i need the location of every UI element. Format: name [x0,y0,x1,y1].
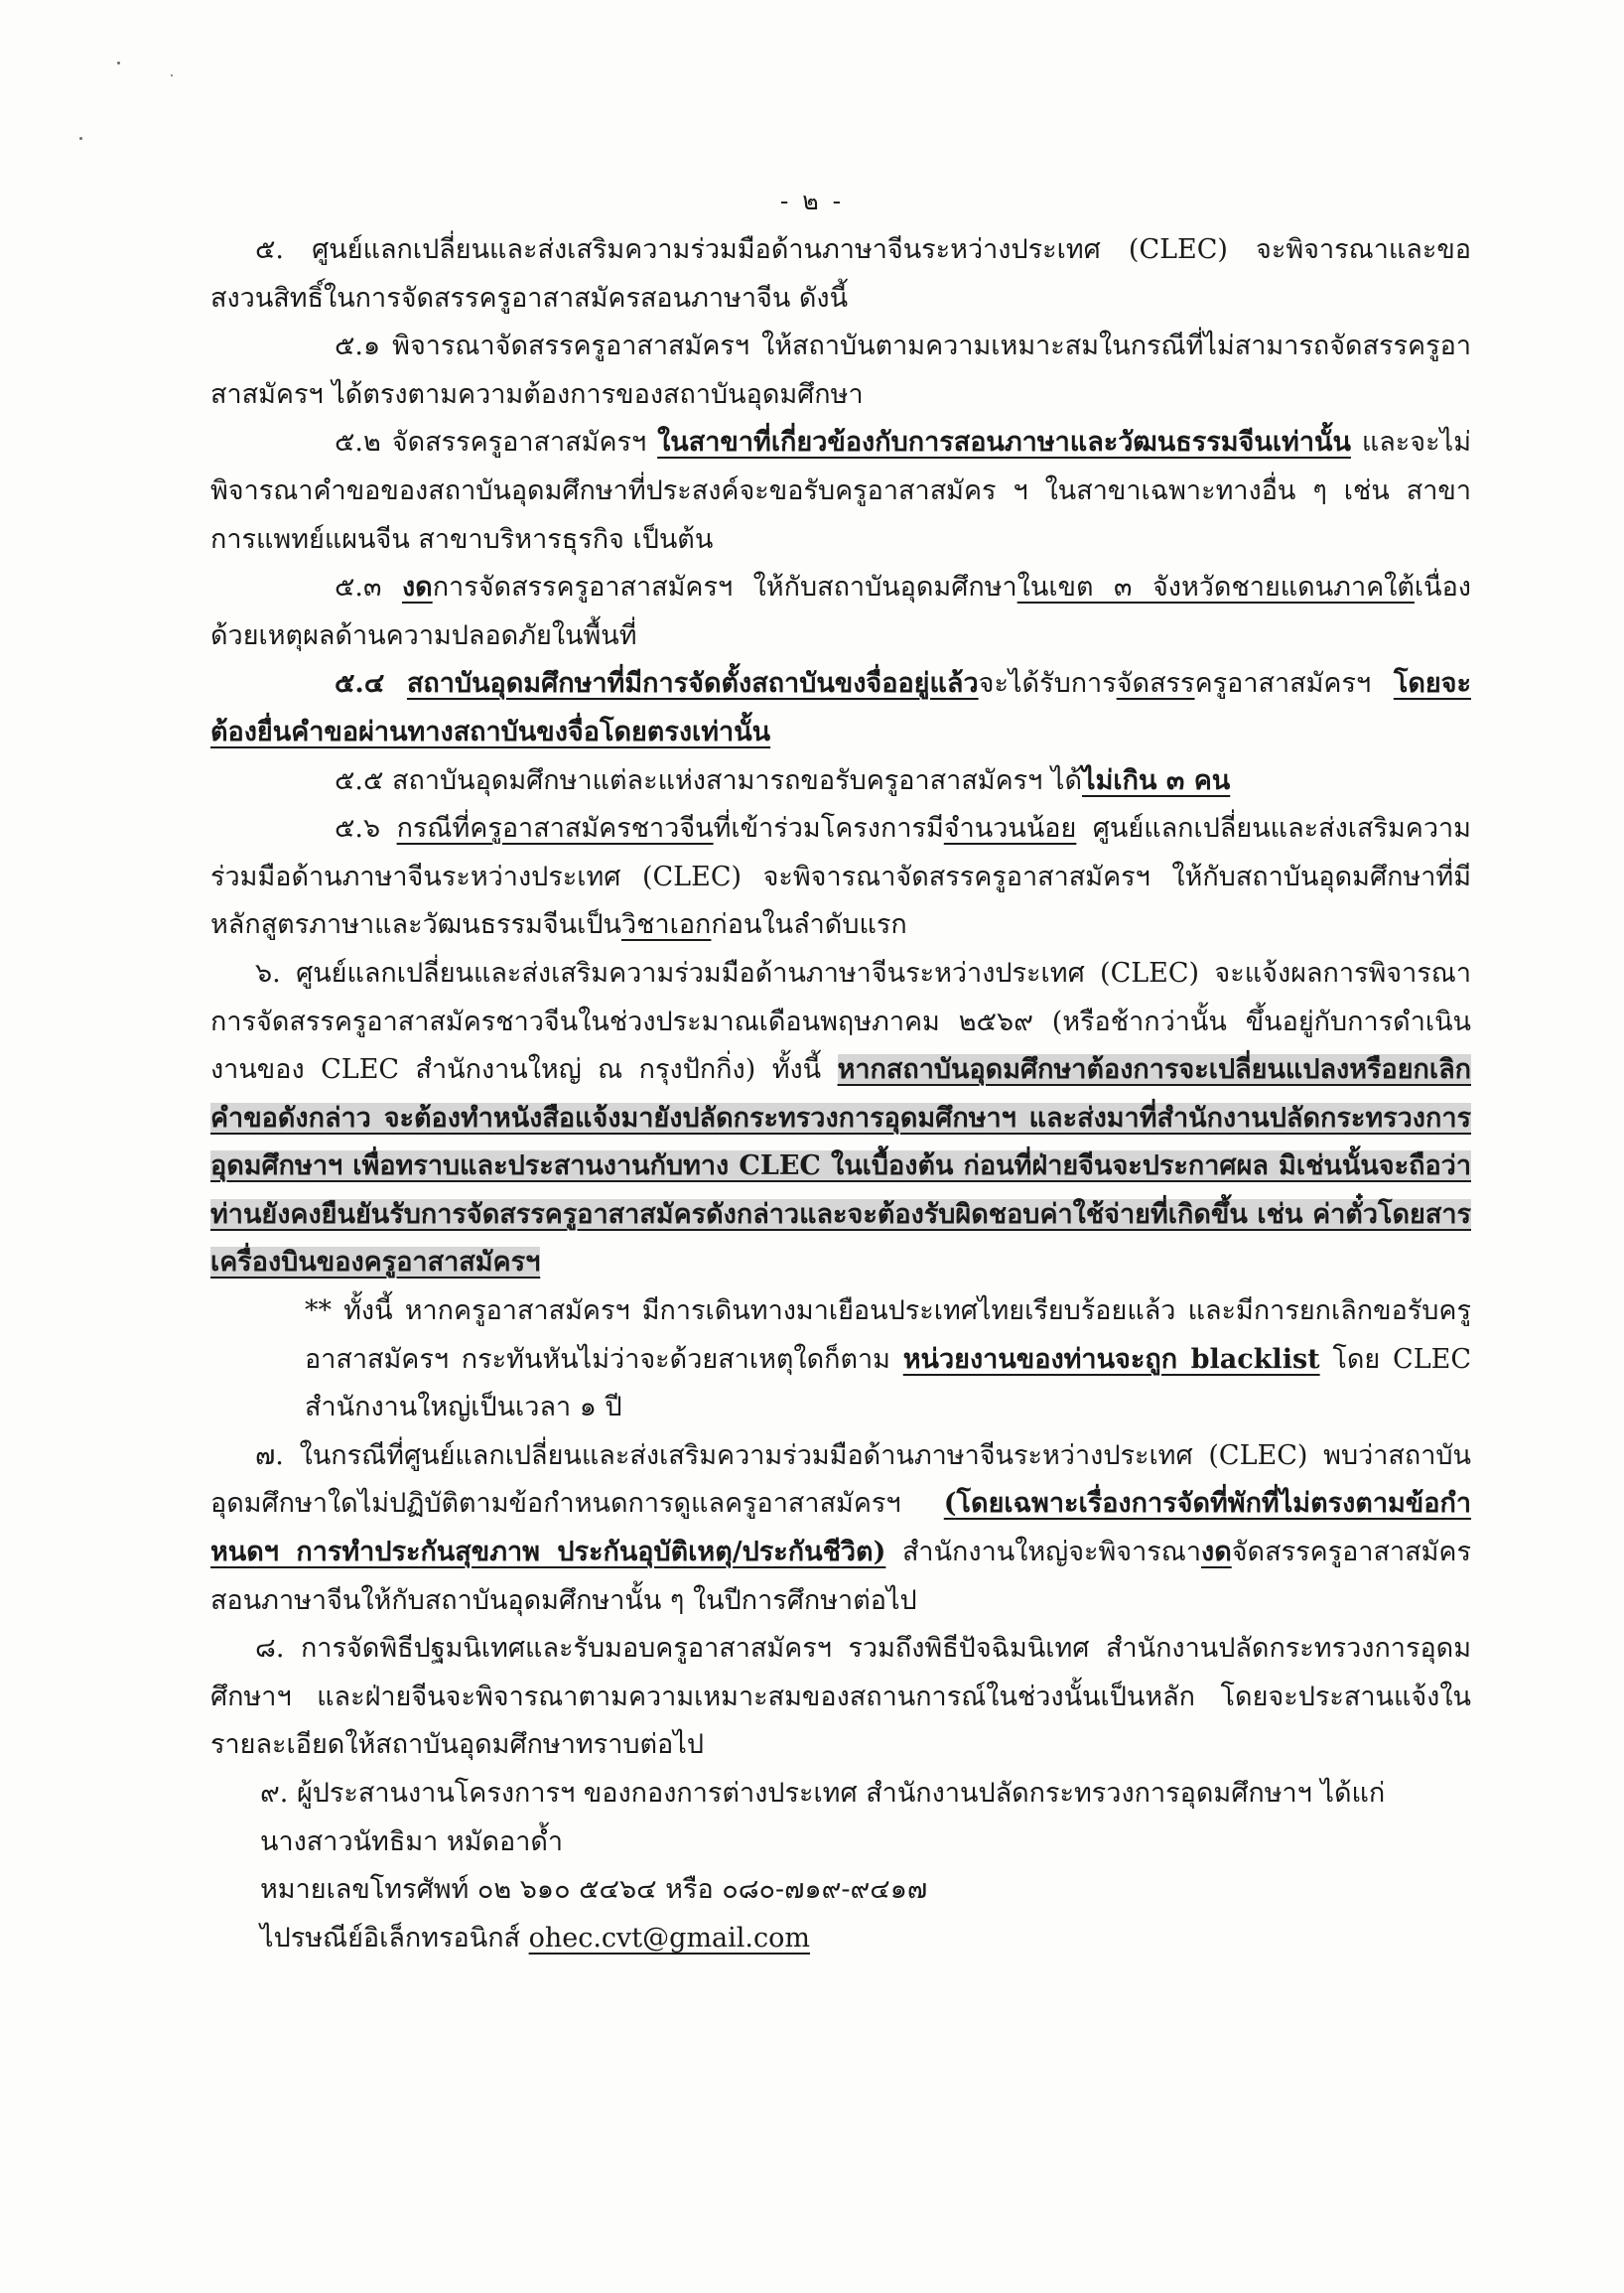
page-number: - ๒ - [779,187,845,215]
section-5-2: ๕.๒ จัดสรรครูอาสาสมัครฯ ในสาขาที่เกี่ยวข้องกับการสอนภาษาและวัฒนธรรมจีนเท่านั้น และจะไม่พิจารณาคำขอของสถาบันอุดมศึกษาที่ประสงค์จะขอรับครูอาสาสมัคร ฯ ในสาขาเฉพาะทางอื่น ๆ เช่น สาขาการแพทย์แผนจีน สาขาบริหารธุรกิจ เป็นต้น [210,427,1472,555]
section-5: ๕. ศูนย์แลกเปลี่ยนและส่งเสริมความร่วมมือด้านภาษาจีนระหว่างประเทศ (CLEC) จะพิจารณาและขอสงวนสิทธิ์ในการจัดสรรครูอาสาสมัครสอนภาษาจีน ดังนี้ [210,234,1471,314]
section-7: ๗. ในกรณีที่ศูนย์แลกเปลี่ยนและส่งเสริมความร่วมมือด้านภาษาจีนระหว่างประเทศ (CLEC) พบว่าสถาบันอุดมศึกษาใดไม่ปฏิบัติตามข้อกำหนดการดูแลครูอาสาสมัครฯ (โดยเฉพาะเรื่องการจัดที่พักที่ไม่ตรงตามข้อกำหนดฯ การทำประกันสุขภาพ ประกันอุบัติเหตุ/ประกันชีวิต) สำนักงานใหญ่จะพิจารณางดจัดสรรครูอาสาสมัครสอนภาษาจีนให้กับสถาบันอุดมศึกษานั้น ๆ ในปีการศึกษาต่อไป [210,1439,1471,1616]
coordinator-email-line: ไปรษณีย์อิเล็กทรอนิกส์ ohec.cvt@gmail.com [260,1922,810,1954]
emphasis-underlined: กรณีที่ครูอาสาสมัครชาวจีน [396,813,714,845]
emphasis-underlined: วิชาเอก [620,909,712,941]
emphasis-underlined: ในสาขาที่เกี่ยวข้องกับการสอนภาษาและวัฒนธรรมจีนเท่านั้น [657,427,1351,459]
document-body [210,226,1471,1962]
emphasis-underlined: งด [401,572,433,604]
blacklist-warning: หน่วยงานของท่านจะถูก blacklist [902,1343,1320,1375]
emphasis-underlined: จำนวนน้อย [943,813,1077,845]
section-8: ๘. การจัดพิธีปฐมนิเทศและรับมอบครูอาสาสมัครฯ รวมถึงพิธีปัจฉิมนิเทศ สำนักงานปลัดกระทรวงการอุดมศึกษาฯ และฝ่ายจีนจะพิจารณาตามความเหมาะสมของสถานการณ์ในช่วงนั้นเป็นหลัก โดยจะประสานแจ้งในรายละเอียดให้สถาบันอุดมศึกษาทราบต่อไป [210,1633,1471,1761]
scan-speck [171,74,173,76]
highlighted-warning: หากสถาบันอุดมศึกษาต้องการจะเปลี่ยนแปลงหรือยกเลิกคำขอดังกล่าว จะต้องทำหนังสือแจ้งมายังปลัดกระทรวงการอุดมศึกษาฯ และส่งมาที่สำนักงานปลัดกระทรวงการอุดมศึกษาฯ เพื่อทราบและประสานงานกับทาง CLEC ในเบื้องต้น ก่อนที่ฝ่ายจีนจะประกาศผล มิเช่นนั้นจะถือว่าท่านยังคงยืนยันรับการจัดสรรครูอาสาสมัครดังกล่าวและจะต้องรับผิดชอบค่าใช้จ่ายที่เกิดขึ้น เช่น ค่าตั๋วโดยสารเครื่องบินของครูอาสาสมัครฯ [210,1054,1471,1279]
section-6: ๖. ศูนย์แลกเปลี่ยนและส่งเสริมความร่วมมือด้านภาษาจีนระหว่างประเทศ (CLEC) จะแจ้งผลการพิจารณาการจัดสรรครูอาสาสมัครชาวจีนในช่วงประมาณเดือนพฤษภาคม ๒๕๖๙ (หรือช้ากว่านั้น ขึ้นอยู่กับการดำเนินงานของ CLEC สำนักงานใหญ่ ณ กรุงปักกิ่ง) ทั้งนี้ หากสถาบันอุดมศึกษาต้องการจะเปลี่ยนแปลงหรือยกเลิกคำขอดังกล่าว จะต้องทำหนังสือแจ้งมายังปลัดกระทรวงการอุดมศึกษาฯ และส่งมาที่สำนักงานปลัดกระทรวงการอุดมศึกษาฯ เพื่อทราบและประสานงานกับทาง CLEC ในเบื้องต้น ก่อนที่ฝ่ายจีนจะประกาศผล มิเช่นนั้นจะถือว่าท่านยังคงยืนยันรับการจัดสรรครูอาสาสมัครดังกล่าวและจะต้องรับผิดชอบค่าใช้จ่ายที่เกิดขึ้น เช่น ค่าตั๋วโดยสารเครื่องบินของครูอาสาสมัครฯ [210,957,1471,1279]
scan-speck [79,137,82,140]
section-5-3: ๕.๓ งดการจัดสรรครูอาสาสมัครฯ ให้กับสถาบันอุดมศึกษาในเขต ๓ จังหวัดชายแดนภาคใต้เนื่องด้วยเหตุผลด้านความปลอดภัยในพื้นที่ [210,572,1471,651]
emphasis-underlined: ในเขต ๓ จังหวัดชายแดนภาคใต้ [1016,572,1415,604]
scan-speck [117,62,120,65]
coordinator-phone: หมายเลขโทรศัพท์ ๐๒ ๖๑๐ ๕๔๖๔ หรือ ๐๘๐-๗๑๙-๙๔๑๗ [260,1874,928,1906]
coordinator-name: นางสาวนัทธิมา หมัดอาด้ำ [260,1825,564,1857]
section-5-4: ๕.๔ สถาบันอุดมศึกษาที่มีการจัดตั้งสถาบันขงจื่ออยู่แล้วจะได้รับการจัดสรรครูอาสาสมัครฯ โดยจะต้องยื่นคำขอผ่านทางสถาบันขงจื่อโดยตรงเท่านั้น [210,668,1471,747]
emphasis-underlined: โดยจะต้องยื่นคำขอผ่านทางสถาบันขงจื่อโดยตรงเท่านั้น [210,668,1471,747]
email-link[interactable]: ohec.cvt@gmail.com [528,1922,810,1954]
emphasis-underlined: ไม่เกิน ๓ คน [1082,764,1231,796]
section-5-6: ๕.๖ กรณีที่ครูอาสาสมัครชาวจีนที่เข้าร่วมโครงการมีจำนวนน้อย ศูนย์แลกเปลี่ยนและส่งเสริมความร่วมมือด้านภาษาจีนระหว่างประเทศ (CLEC) จะพิจารณาจัดสรรครูอาสาสมัครฯ ให้กับสถาบันอุดมศึกษาที่มีหลักสูตรภาษาและวัฒนธรรมจีนเป็นวิชาเอกก่อนในลำดับแรก [210,813,1471,941]
emphasis-underlined: สถาบันอุดมศึกษาที่มีการจัดตั้งสถาบันขงจื่ออยู่แล้ว [406,668,979,700]
section-5-1: ๕.๑ พิจารณาจัดสรรครูอาสาสมัครฯ ให้สถาบันตามความเหมาะสมในกรณีที่ไม่สามารถจัดสรรครูอาสาสมัครฯ ได้ตรงตามความต้องการของสถาบันอุดมศึกษา [210,331,1471,410]
emphasis-underlined: (โดยเฉพาะเรื่องการจัดที่พักที่ไม่ตรงตามข้อกำหนดฯ การทำประกันสุขภาพ ประกันอุบัติเหตุ/ประกันชีวิต) [210,1488,1471,1568]
emphasis-underlined: งด [1201,1537,1232,1568]
section-6-note: ** ทั้งนี้ หากครูอาสาสมัครฯ มีการเดินทางมาเยือนประเทศไทยเรียบร้อยแล้ว และมีการยกเลิกขอรับครูอาสาสมัครฯ กระทันหันไม่ว่าจะด้วยสาเหตุใดก็ตาม หน่วยงานของท่านจะถูก blacklist โดย CLEC สำนักงานใหญ่เป็นเวลา ๑ ปี [305,1295,1471,1423]
section-5-5: ๕.๕ สถาบันอุดมศึกษาแต่ละแห่งสามารถขอรับครูอาสาสมัครฯ ได้ไม่เกิน ๓ คน [335,764,1231,796]
emphasis-underlined: จัดสรร [1116,668,1195,700]
section-9: ๙. ผู้ประสานงานโครงการฯ ของกองการต่างประเทศ สำนักงานปลัดกระทรวงการอุดมศึกษาฯ ได้แก่ นางสาวนัทธิมา หมัดอาด้ำ หมายเลขโทรศัพท์ ๐๒ ๖๑๐ ๕๔๖๔ หรือ ๐๘๐-๗๑๙-๙๔๑๗ ไปรษณีย์อิเล็กทรอนิกส์ ohec.cvt@gmail.com [305,1770,1471,1962]
